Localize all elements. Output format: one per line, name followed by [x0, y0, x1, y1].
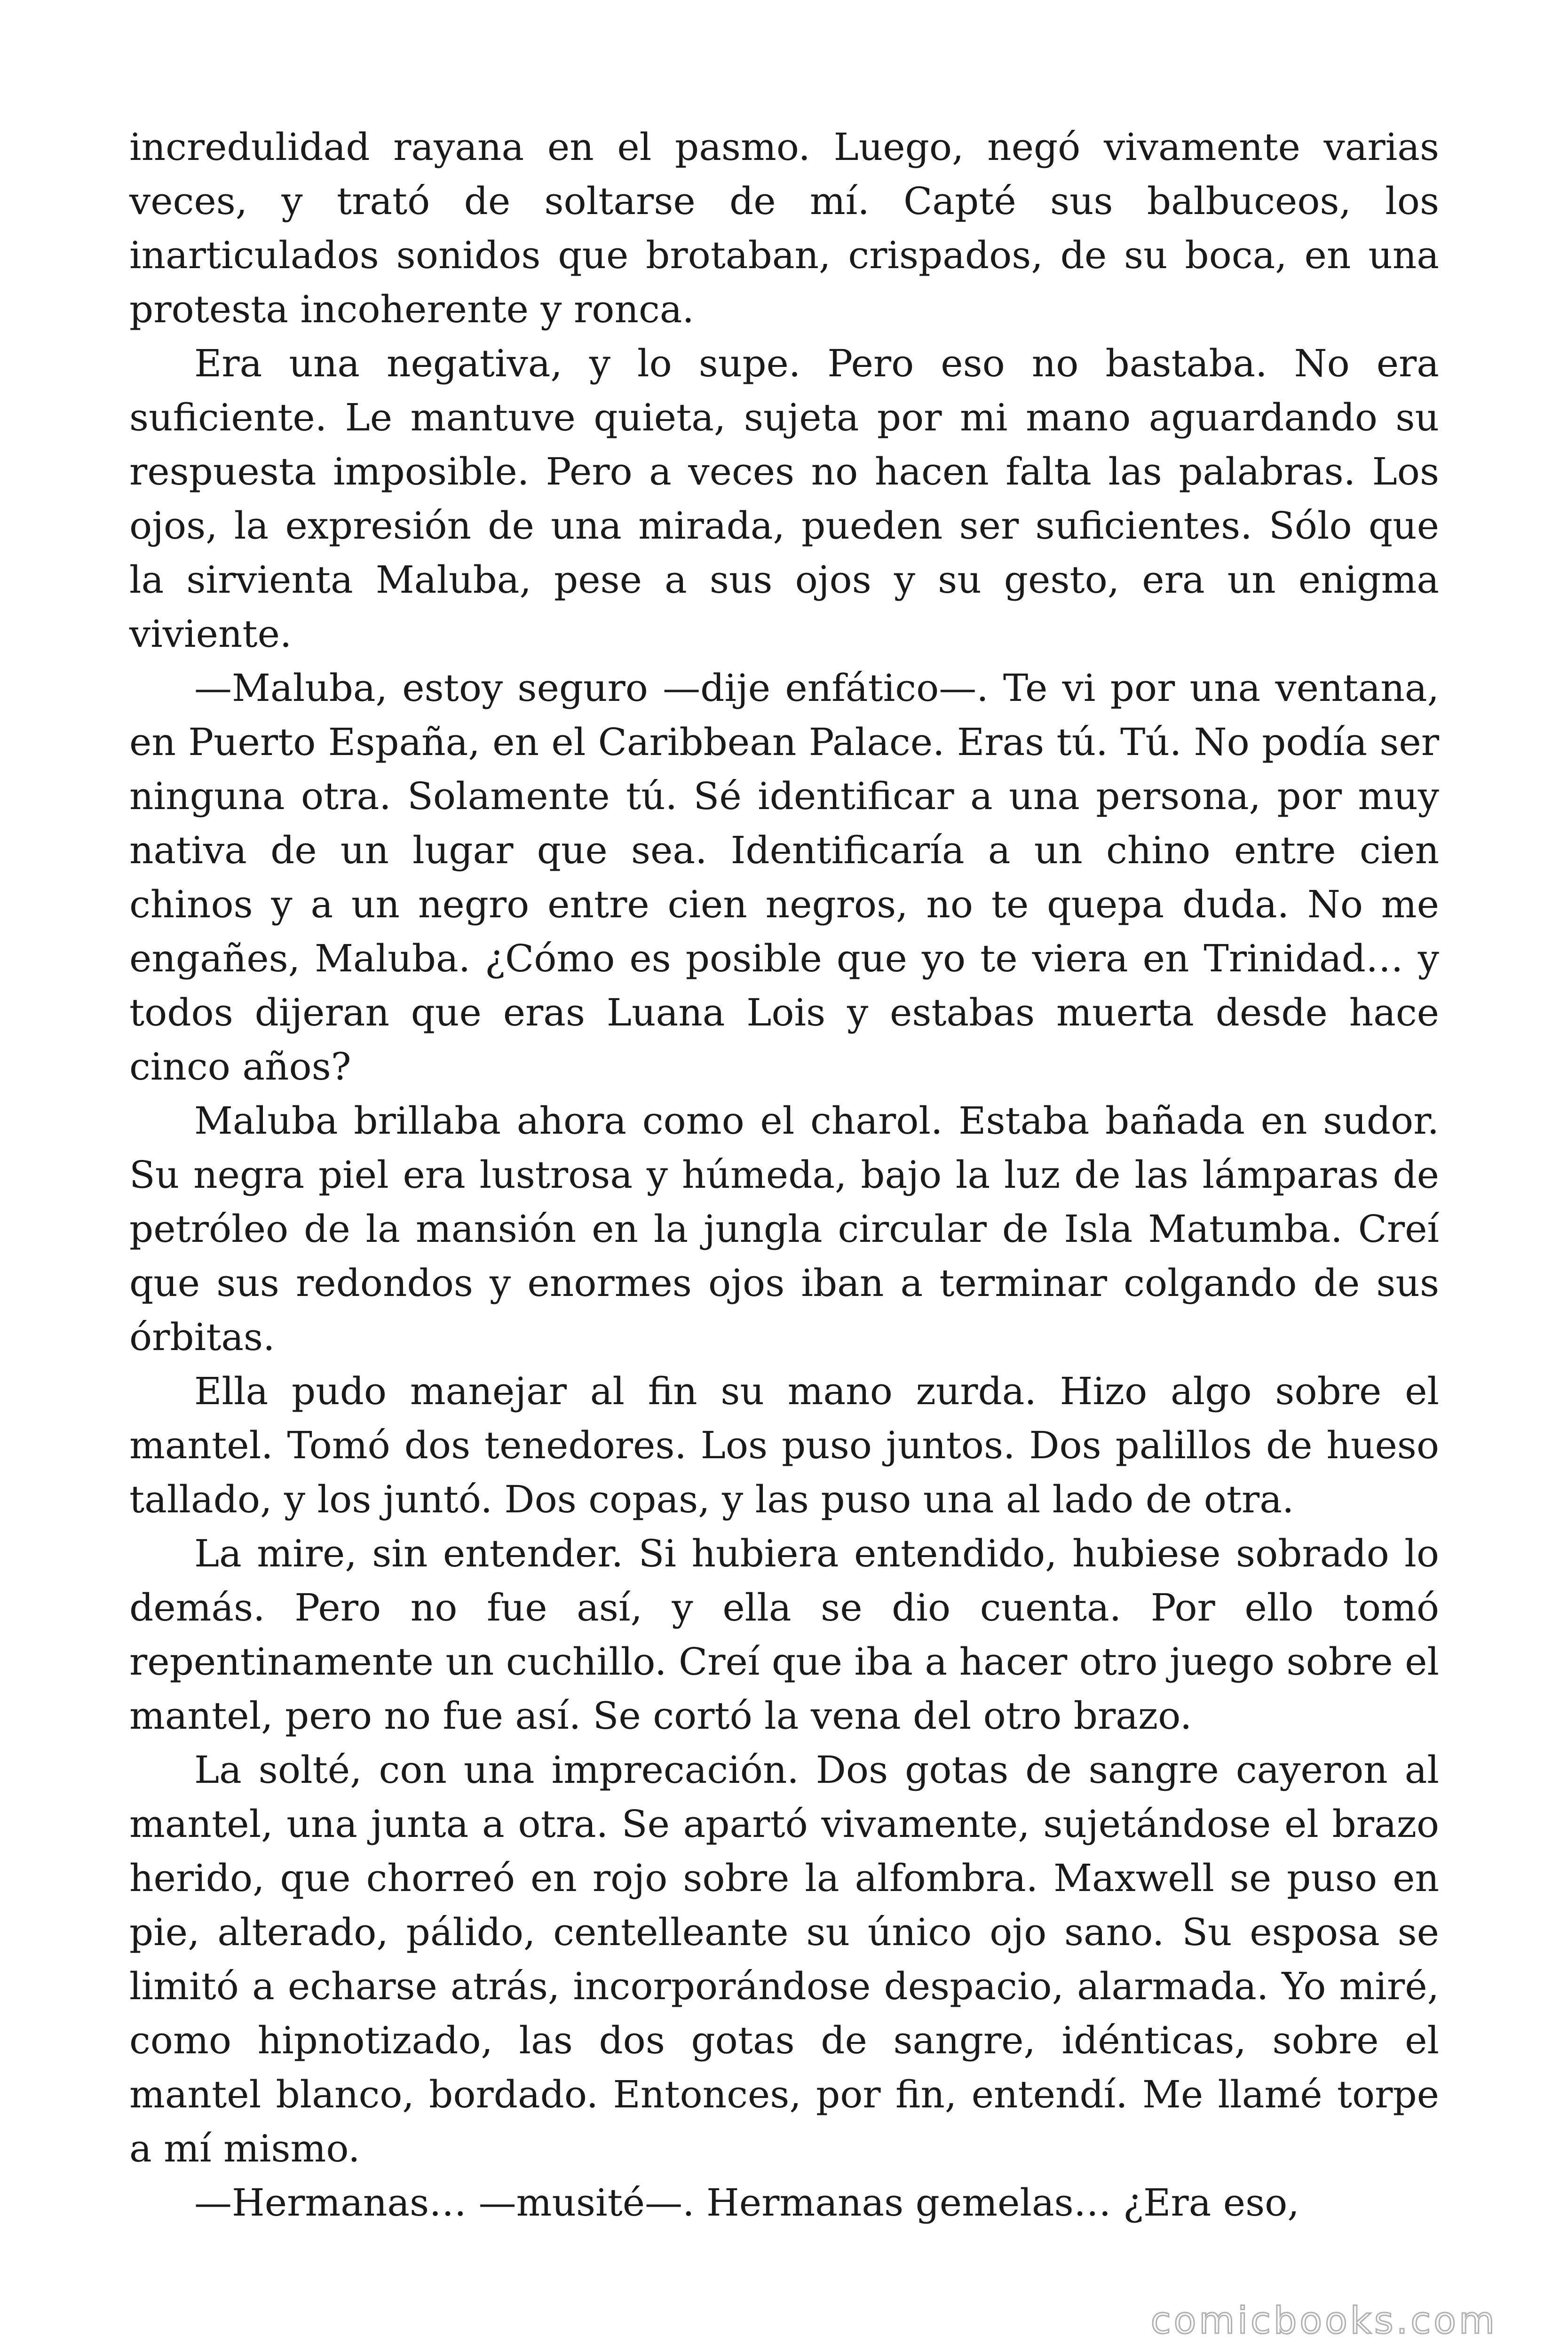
paragraph-7: La solté, con una imprecación. Dos gotas de sangre cayeron al mantel, una junta a otra. Se apartó vivamente, sujetándose el brazo herido, que chorreó en rojo sobre la alfombra. Maxwell se puso en pie, alterado, pálido, centelleante su único ojo sano. Su esposa se limitó a echarse atrás, incorporándose despacio, alarmada. Yo miré, como hipnotizado, las dos gotas de sangre, idénticas, sobre el mantel blanco, bordado. Entonces, por fin, entendí. Me llamé torpe a mí mismo.	[129, 1748, 1439, 2170]
paragraph-8: —Hermanas… —musité—. Hermanas gemelas… ¿Era eso,	[194, 2181, 1299, 2225]
paragraph-2: Era una negativa, y lo supe. Pero eso no bastaba. No era suficiente. Le mantuve quieta, sujeta por mi mano aguardando su respuesta imposible. Pero a veces no hacen falta las palabras. Los ojos, la expresión de una mirada, pueden ser suficientes. Sólo que la sirvienta Maluba, pese a sus ojos y su gesto, era un enigma viviente.	[129, 342, 1439, 656]
paragraph-1: incredulidad rayana en el pasmo. Luego, negó vivamente varias veces, y trató de soltarse de mí. Capté sus balbuceos, los inarticulados sonidos que brotaban, crispados, de su boca, en una protesta incoherente y ronca.	[129, 125, 1439, 331]
paragraph-3: —Maluba, estoy seguro —dije enfático—. Te vi por una ventana, en Puerto España, en el Caribbean Palace. Eras tú. Tú. No podía ser ninguna otra. Solamente tú. Sé identificar a una persona, por muy nativa de un lugar que sea. Identificaría a un chino entre cien chinos y a un negro entre cien negros, no te quepa duda. No me engañes, Maluba. ¿Cómo es posible que yo te viera en Trinidad… y todos dijeran que eras Luana Lois y estabas muerta desde hace cinco años?	[129, 666, 1439, 1089]
body-text	[129, 120, 1439, 2230]
watermark: comicbooks.com	[1150, 2300, 1497, 2342]
paragraph-5: Ella pudo manejar al fin su mano zurda. Hizo algo sobre el mantel. Tomó dos tenedores. Los puso juntos. Dos palillos de hueso tallado, y los juntó. Dos copas, y las puso una al lado de otra.	[129, 1369, 1439, 1521]
paragraph-4: Maluba brillaba ahora como el charol. Estaba bañada en sudor. Su negra piel era lustrosa y húmeda, bajo la luz de las lámparas de petróleo de la mansión en la jungla circular de Isla Matumba. Creí que sus redondos y enormes ojos iban a terminar colgando de sus órbitas.	[129, 1099, 1439, 1359]
paragraph-6: La mire, sin entender. Si hubiera entendido, hubiese sobrado lo demás. Pero no fue así, y ella se dio cuenta. Por ello tomó repentinamente un cuchillo. Creí que iba a hacer otro juego sobre el mantel, pero no fue así. Se cortó la vena del otro brazo.	[129, 1532, 1439, 1738]
